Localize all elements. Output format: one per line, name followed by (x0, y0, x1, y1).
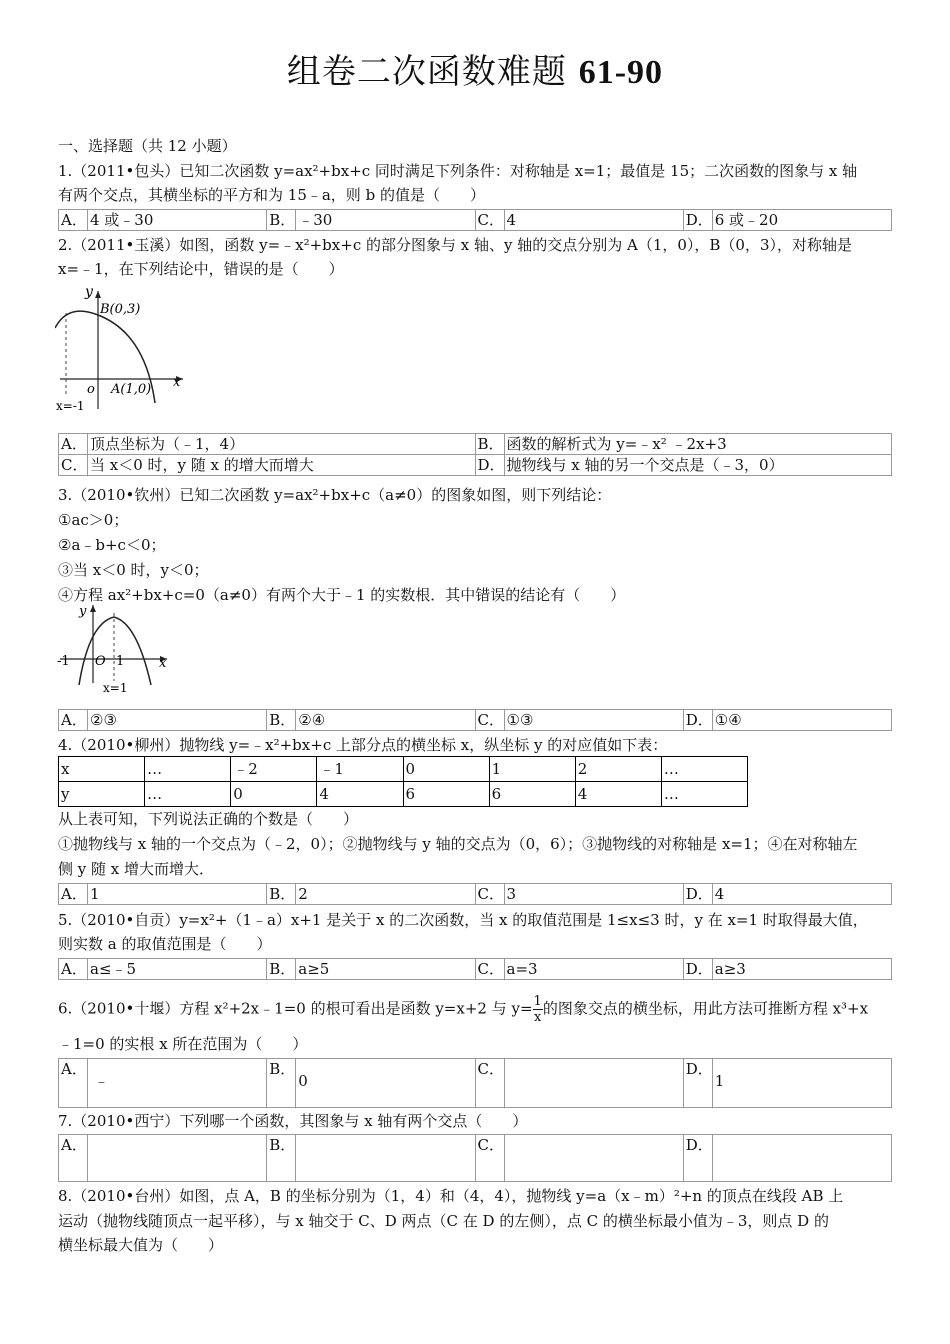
q2-label-a: A(1,0) (111, 382, 152, 397)
q3-parabola-curve (79, 617, 151, 685)
q4-option-c-label[interactable]: C． (475, 884, 504, 905)
table-cell: 4 (317, 782, 403, 807)
table-cell: 6 (403, 782, 489, 807)
q6-fraction (533, 994, 543, 1025)
q5-option-d-label[interactable]: D． (683, 959, 712, 980)
table-row (59, 782, 748, 807)
q2-label-b: B(0,3) (100, 302, 141, 317)
q5-option-a[interactable]: a≤﹣5 (88, 959, 267, 980)
q3-option-d[interactable]: ①④ (712, 710, 891, 731)
q3-option-c[interactable]: ①③ (504, 710, 683, 731)
table-cell: 1 (489, 757, 575, 782)
q6-options (58, 1058, 892, 1108)
q3-option-b[interactable]: ②④ (296, 710, 475, 731)
q4-stem-line3: ①抛物线与 x 轴的一个交点为（﹣2，0）；②抛物线与 y 轴的交点为（0，6）；③抛物线的对称轴是 x=1；④在对称轴左 (58, 835, 858, 853)
table-cell: 6 (489, 782, 575, 807)
q2-label-x: x (173, 375, 181, 390)
q2-label-y: y (85, 284, 93, 300)
q1-option-a[interactable]: 4 或﹣30 (88, 210, 267, 231)
table-cell: y (59, 782, 145, 807)
q6-option-b-label[interactable]: B． (267, 1059, 296, 1108)
q5-option-b[interactable]: a≥5 (296, 959, 475, 980)
table-cell: 2 (575, 757, 661, 782)
table-cell: 0 (231, 782, 317, 807)
q8-stem-line1: 8.（2010•台州）如图，点 A，B 的坐标分别为（1，4）和（4，4），抛物线 y=a（x﹣m）²+n 的顶点在线段 AB 上 (58, 1187, 844, 1205)
table-cell: ﹣1 (317, 757, 403, 782)
q3-label-y: y (79, 604, 87, 619)
q4-option-b-label[interactable]: B． (267, 884, 296, 905)
q3-option-a[interactable]: ②③ (88, 710, 267, 731)
title-text: 组卷二次函数难题 (286, 52, 567, 92)
q7-option-b-label[interactable]: B． (267, 1135, 296, 1182)
q3-label-axis: x=1 (103, 681, 128, 695)
q7-option-d[interactable] (712, 1135, 891, 1182)
table-row (59, 757, 748, 782)
q3-label-x: x (159, 656, 167, 671)
q8-stem-line2: 运动（抛物线随顶点一起平移），与 x 轴交于 C、D 两点（C 在 D 的左侧），点 C 的横坐标最小值为﹣3，则点 D 的 (58, 1212, 829, 1230)
q4-option-d[interactable]: 4 (712, 884, 891, 905)
title-number: 61-90 (578, 54, 664, 91)
q2-stem-line1: 2.（2011•玉溪）如图，函数 y=﹣x²+bx+c 的部分图象与 x 轴、y 轴的交点分别为 A（1，0），B（0，3），对称轴是 (58, 236, 853, 254)
q2-option-c-label[interactable]: C． (59, 455, 88, 476)
q2-label-axis: x=-1 (56, 399, 85, 413)
q2-parabola-figure (55, 283, 190, 413)
table-cell: ﹣2 (231, 757, 317, 782)
q4-stem-line2: 从上表可知，下列说法正确的个数是（ ） (58, 810, 359, 828)
q1-option-c-label[interactable]: C． (475, 210, 504, 231)
q2-option-d-label[interactable]: D． (475, 455, 504, 476)
q5-option-d[interactable]: a≥3 (712, 959, 891, 980)
q2-stem-line2: x=﹣1，在下列结论中，错误的是（ ） (58, 260, 344, 278)
q2-option-d[interactable]: 抛物线与 x 轴的另一个交点是（﹣3，0） (504, 455, 892, 476)
table-cell: … (145, 782, 231, 807)
section-heading: 一、选择题（共 12 小题） (58, 137, 237, 155)
q4-option-a-label[interactable]: A． (59, 884, 88, 905)
q4-options (58, 883, 892, 905)
q3-label-minus-one: -1 (57, 654, 70, 669)
q4-stem-line4: 侧 y 随 x 增大而增大． (58, 860, 215, 878)
q3-options (58, 709, 892, 731)
q8-stem-line3: 横坐标最大值为（ ） (58, 1236, 224, 1254)
q5-option-c[interactable]: a=3 (504, 959, 683, 980)
q6-option-a[interactable]: ﹣ (88, 1059, 267, 1108)
q1-option-d[interactable]: 6 或﹣20 (712, 210, 891, 231)
q3-y-arrow (90, 605, 96, 612)
q3-option-a-label[interactable]: A． (59, 710, 88, 731)
q1-option-a-label[interactable]: A． (59, 210, 88, 231)
q6-fraction-numerator: 1 (533, 994, 542, 1009)
q1-option-b[interactable]: ﹣30 (296, 210, 475, 231)
q6-option-b[interactable]: 0 (296, 1059, 475, 1108)
q7-options (58, 1134, 892, 1182)
q7-option-a-label[interactable]: A． (59, 1135, 88, 1182)
q5-stem-line1: 5.（2010•自贡）y=x²+（1﹣a）x+1 是关于 x 的二次函数，当 x 的取值范围是 1≤x≤3 时，y 在 x=1 时取得最大值， (58, 911, 868, 929)
table-cell: 4 (575, 782, 661, 807)
q2-options (58, 433, 892, 476)
page-title (0, 44, 950, 93)
q4-option-a[interactable]: 1 (88, 884, 267, 905)
q1-option-d-label[interactable]: D． (683, 210, 712, 231)
q2-option-b[interactable]: 函数的解析式为 y=﹣x² ﹣2x+3 (504, 434, 892, 455)
q2-option-b-label[interactable]: B． (475, 434, 504, 455)
q7-option-c-label[interactable]: C． (475, 1135, 504, 1182)
q3-option-c-label[interactable]: C． (475, 710, 504, 731)
q3-option-b-label[interactable]: B． (267, 710, 296, 731)
q3-item-1: ①ac＞0； (58, 511, 129, 529)
table-cell: 0 (403, 757, 489, 782)
q6-option-d-label[interactable]: D． (683, 1059, 712, 1108)
table-cell: x (59, 757, 145, 782)
q6-stem-line2: ﹣1=0 的实根 x 所在范围为（ ） (58, 1035, 308, 1053)
q3-parabola-figure (55, 603, 180, 695)
q2-y-arrow (95, 291, 101, 298)
q6-option-c[interactable] (504, 1059, 683, 1108)
q6-fraction-denominator: x (534, 1010, 542, 1025)
q2-label-origin: o (87, 382, 95, 397)
q5-option-b-label[interactable]: B． (267, 959, 296, 980)
table-cell: … (661, 757, 747, 782)
q6-option-a-label[interactable]: A． (59, 1059, 88, 1108)
q3-item-4: ④方程 ax²+bx+c=0（a≠0）有两个大于﹣1 的实数根．其中错误的结论有（ ） (58, 586, 626, 604)
q2-option-c[interactable]: 当 x＜0 时，y 随 x 的增大而增大 (88, 455, 476, 476)
q6-option-c-label[interactable]: C． (475, 1059, 504, 1108)
q3-item-3: ③当 x＜0 时，y＜0； (58, 561, 209, 579)
q7-option-d-label[interactable]: D． (683, 1135, 712, 1182)
q5-option-a-label[interactable]: A． (59, 959, 88, 980)
q3-item-2: ②a﹣b+c＜0； (58, 536, 166, 554)
q7-option-c[interactable] (504, 1135, 683, 1182)
q3-label-origin: O (95, 654, 106, 669)
q3-option-d-label[interactable]: D． (683, 710, 712, 731)
q7-stem-line1: 7.（2010•西宁）下列哪一个函数，其图象与 x 轴有两个交点（ ） (58, 1112, 528, 1130)
q2-option-a-label[interactable]: A． (59, 434, 88, 455)
q4-value-table (58, 756, 748, 807)
q1-option-b-label[interactable]: B． (267, 210, 296, 231)
q5-options (58, 958, 892, 980)
q5-stem-line2: 则实数 a 的取值范围是（ ） (58, 935, 272, 953)
q6-option-d[interactable]: 1 (712, 1059, 891, 1108)
q3-label-one: 1 (116, 654, 125, 669)
q1-options (58, 209, 892, 231)
q4-option-d-label[interactable]: D． (683, 884, 712, 905)
q1-stem-line2: 有两个交点，其横坐标的平方和为 15﹣a，则 b 的值是（ ） (58, 186, 485, 204)
table-cell: … (145, 757, 231, 782)
q5-option-c-label[interactable]: C． (475, 959, 504, 980)
q6-stem-post: 的图象交点的横坐标，用此方法可推断方程 x³+x (542, 999, 869, 1018)
q4-option-c[interactable]: 3 (504, 884, 683, 905)
q2-option-a[interactable]: 顶点坐标为（﹣1，4） (88, 434, 476, 455)
q3-stem-line1: 3.（2010•钦州）已知二次函数 y=ax²+bx+c（a≠0）的图象如图，则下列结论： (58, 486, 612, 504)
q4-option-b[interactable]: 2 (296, 884, 475, 905)
q6-stem-pre: 6.（2010•十堰）方程 x²+2x﹣1=0 的根可看出是函数 y=x+2 与 y= (58, 999, 533, 1018)
q4-stem-line1: 4.（2010•柳州）抛物线 y=﹣x²+bx+c 上部分点的横坐标 x，纵坐标 y 的对应值如下表： (58, 736, 668, 754)
q1-stem-line1: 1.（2011•包头）已知二次函数 y=ax²+bx+c 同时满足下列条件：对称轴是 x=1；最值是 15；二次函数的图象与 x 轴 (58, 162, 858, 180)
q6-stem-line1 (58, 994, 868, 1025)
q7-option-b[interactable] (296, 1135, 475, 1182)
table-cell: … (661, 782, 747, 807)
q7-option-a[interactable] (88, 1135, 267, 1182)
q1-option-c[interactable]: 4 (504, 210, 683, 231)
